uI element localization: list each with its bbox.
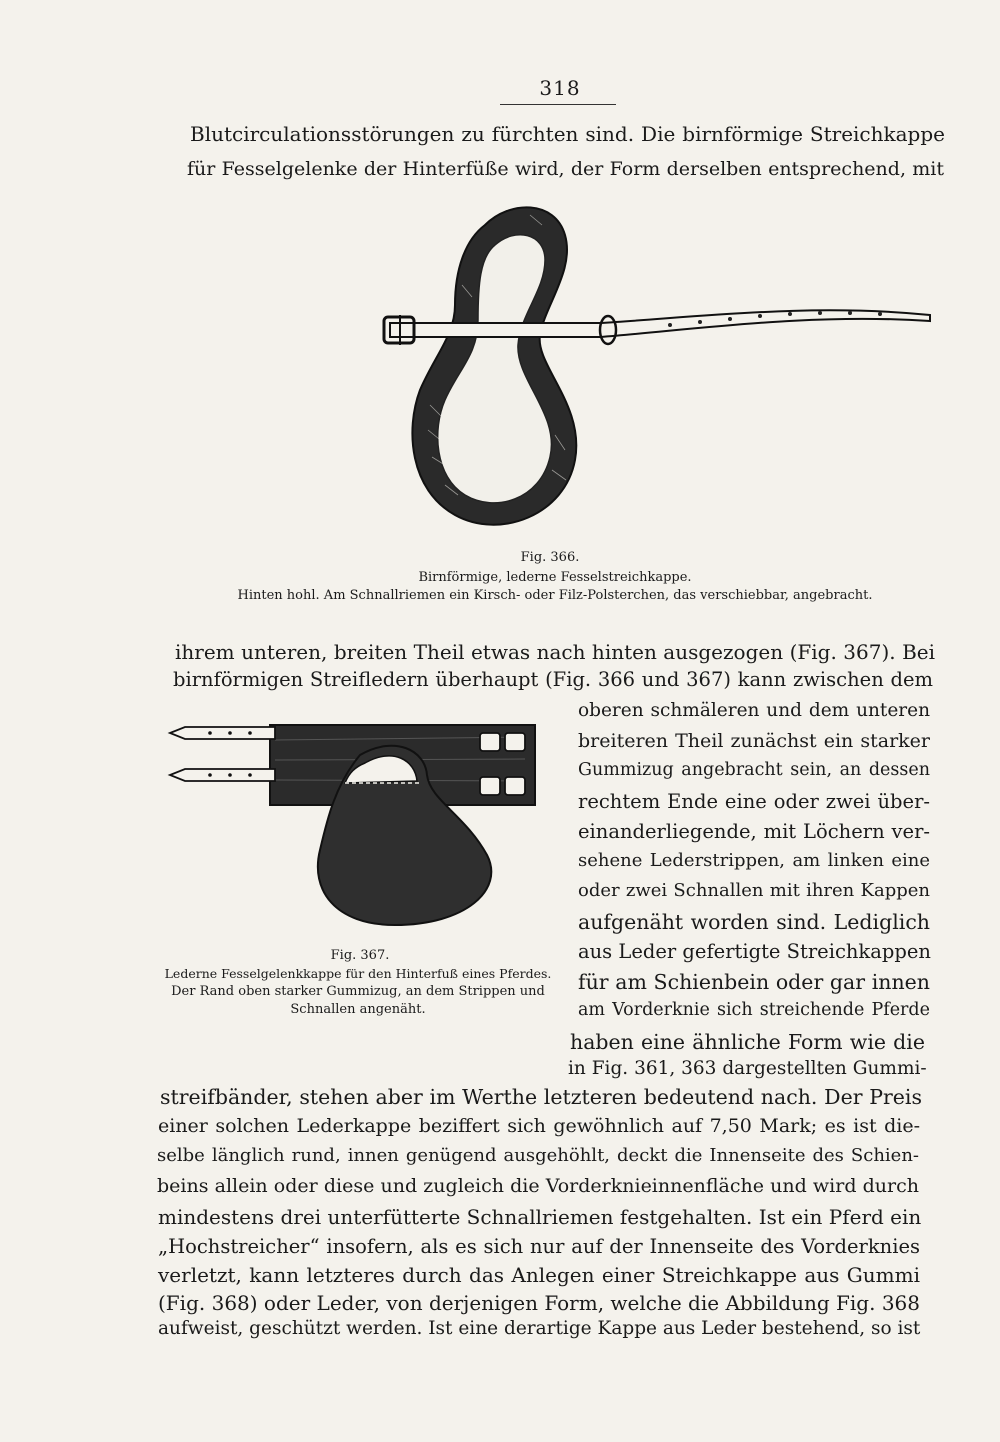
text-line: sehene Lederstrippen, am linken eine xyxy=(578,850,930,871)
text-line: selbe länglich rund, innen genügend ausgehöhlt, deckt die Innenseite des Schien- xyxy=(157,1145,919,1166)
figure-366-illustration xyxy=(370,195,950,545)
figure-367-caption: Lederne Fesselgelenkkappe für den Hinterfuß eines Pferdes. xyxy=(164,966,552,981)
figure-367-caption-detail: Der Rand oben starker Gummizug, an dem Strippen und xyxy=(171,984,545,999)
text-line: aus Leder gefertigte Streichkappen xyxy=(578,940,931,963)
text-line: birnförmigen Streifledern überhaupt (Fig. 366 und 367) kann zwischen dem xyxy=(173,668,933,691)
text-line: rechtem Ende eine oder zwei über- xyxy=(578,790,930,813)
text-line: oder zwei Schnallen mit ihren Kappen xyxy=(578,880,930,901)
text-line: „Hochstreicher“ insofern, als es sich nur auf der Innenseite des Vorderknies xyxy=(158,1235,920,1258)
text-line: einer solchen Lederkappe beziffert sich gewöhnlich auf 7,50 Mark; es ist die- xyxy=(158,1115,920,1137)
text-line: aufgenäht worden sind. Lediglich xyxy=(578,910,930,934)
figure-366-label: Fig. 366. xyxy=(520,550,580,565)
text-line: am Vorderknie sich streichende Pferde xyxy=(578,1000,930,1020)
page-number: 318 xyxy=(539,76,581,100)
text-line: in Fig. 361, 363 dargestellten Gummi- xyxy=(568,1058,927,1079)
text-line: verletzt, kann letzteres durch das Anlegen einer Streichkappe aus Gummi xyxy=(158,1263,920,1287)
text-line: einanderliegende, mit Löchern ver- xyxy=(578,820,930,843)
header-rule xyxy=(500,104,616,105)
text-line: für Fesselgelenke der Hinterfüße wird, der Form derselben entsprechend, mit xyxy=(187,158,944,180)
text-line: Gummizug angebracht sein, an dessen xyxy=(578,760,930,780)
text-line: oberen schmäleren und dem unteren xyxy=(578,700,930,721)
text-line: haben eine ähnliche Form wie die xyxy=(570,1030,925,1054)
text-line: aufweist, geschützt werden. Ist eine derartige Kappe aus Leder bestehend, so ist xyxy=(158,1318,921,1339)
text-line: breiteren Theil zunächst ein starker xyxy=(578,730,930,752)
text-line: (Fig. 368) oder Leder, von derjenigen Form, welche die Abbildung Fig. 368 xyxy=(158,1291,920,1315)
text-line: für am Schienbein oder gar innen xyxy=(578,970,930,994)
figure-366-caption: Birnförmige, lederne Fesselstreichkappe. xyxy=(418,570,692,585)
text-line: ihrem unteren, breiten Theil etwas nach hinten ausgezogen (Fig. 367). Bei xyxy=(175,640,935,664)
figure-367-caption-detail: Schnallen angenäht. xyxy=(290,1002,426,1017)
text-line: beins allein oder diese und zugleich die Vorderknieinnenfläche und wird durch xyxy=(157,1175,919,1197)
figure-366-caption-detail: Hinten hohl. Am Schnallriemen ein Kirsch- oder Filz-Polsterchen, das verschiebbar, angebracht. xyxy=(237,588,873,603)
figure-367-label: Fig. 367. xyxy=(330,948,390,963)
text-line: mindestens drei unterfütterte Schnallriemen festgehalten. Ist ein Pferd ein xyxy=(158,1205,922,1229)
text-line: streifbänder, stehen aber im Werthe letzteren bedeutend nach. Der Preis xyxy=(160,1085,922,1109)
text-line: Blutcirculationsstörungen zu fürchten sind. Die birnförmige Streichkappe xyxy=(190,122,945,146)
figure-367-illustration xyxy=(165,715,545,945)
